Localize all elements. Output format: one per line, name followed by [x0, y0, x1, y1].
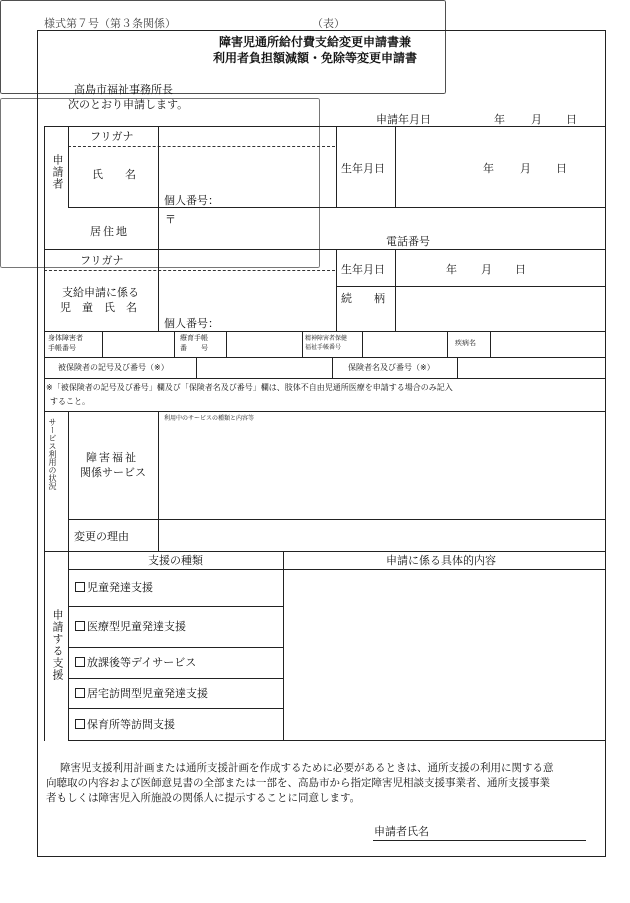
- form-number: 様式第７号（第３条関係）: [44, 17, 176, 30]
- support-item-label: 医療型児童発達支援: [87, 620, 186, 633]
- physical-handbook-input[interactable]: [105, 337, 171, 353]
- child-birth-year: 年: [446, 263, 457, 276]
- support-item-child-development[interactable]: [75, 582, 153, 593]
- addressee: 高島市福祉事務所長: [74, 83, 173, 96]
- support-item-nursery-visit[interactable]: [75, 719, 175, 730]
- applicant-birth-year: 年: [483, 162, 494, 175]
- applicant-name-input[interactable]: [164, 152, 332, 182]
- application-date-year: 年: [494, 113, 505, 126]
- applicant-phone-label: 電話番号: [386, 235, 430, 248]
- child-birth-day: 日: [515, 263, 526, 276]
- ryoiku-handbook-input[interactable]: [229, 337, 299, 353]
- disease-input[interactable]: [493, 337, 601, 353]
- side-label: （表）: [312, 17, 345, 30]
- service-content-header: 利用中のサービスの種類と内容等: [164, 415, 255, 422]
- application-date-day: 日: [566, 113, 577, 126]
- application-date-month: 月: [531, 113, 542, 126]
- applicant-furigana-label: フリガナ: [90, 130, 134, 143]
- physical-handbook-label-line1: 身体障害者: [48, 334, 83, 342]
- insured-number-input[interactable]: [199, 360, 329, 375]
- child-birth-month: 月: [481, 263, 492, 276]
- applicant-birth-label: 生年月日: [341, 162, 385, 175]
- insurance-note-line2: すること。: [50, 397, 90, 406]
- applicant-section-label: 申請者: [51, 154, 64, 190]
- disease-label: 疾病名: [455, 339, 476, 347]
- support-section-label: 申請する支援: [51, 609, 64, 681]
- support-item-label: 児童発達支援: [87, 581, 153, 594]
- child-furigana-input[interactable]: [164, 253, 332, 267]
- support-item-label: 居宅訪問型児童発達支援: [87, 687, 208, 700]
- signature-input[interactable]: [436, 824, 584, 839]
- mental-handbook-label-line1: 精神障害者保健: [305, 335, 348, 342]
- child-name-label-line1: 支給申請に係る: [62, 286, 139, 299]
- consent-line1: 障害児支援利用計画または通所支援計画を作成するために必要があるときは、通所支援の利用に関する意: [60, 762, 554, 774]
- support-item-label: 放課後等デイサービス: [87, 656, 197, 669]
- ryoiku-handbook-label-line1: 療育手帳: [180, 334, 208, 342]
- intro-text: 次のとおり申請します。: [68, 98, 189, 111]
- child-furigana-label: フリガナ: [80, 254, 124, 267]
- mental-handbook-input[interactable]: [365, 337, 445, 353]
- service-label-line2: 関係サービス: [80, 466, 146, 479]
- insured-number-label: 被保険者の記号及び番号（※）: [58, 363, 169, 372]
- support-type-header: 支援の種類: [148, 554, 203, 567]
- form-title-line2: 利用者負担額減額・免除等変更申請書: [212, 51, 417, 65]
- applicant-birth-day: 日: [556, 162, 567, 175]
- applicant-furigana-input[interactable]: [164, 129, 332, 144]
- service-label-line1: 障害福祉: [86, 451, 138, 464]
- applicant-address-label: 居住地: [90, 225, 129, 238]
- child-relation-label: 続 柄: [341, 292, 385, 305]
- support-detail-input[interactable]: [0, 98, 320, 268]
- checkbox[interactable]: [75, 688, 85, 698]
- consent-line3: 者もしくは障害児入所施設の関係人に提示することに同意します。: [46, 792, 361, 804]
- child-relation-input[interactable]: [400, 290, 600, 306]
- support-item-label: 保育所等訪問支援: [87, 718, 175, 731]
- support-detail-header: 申請に係る具体的内容: [386, 554, 496, 567]
- applicant-address-input[interactable]: [178, 212, 598, 228]
- applicant-birth-month: 月: [520, 162, 531, 175]
- child-name-input[interactable]: [164, 276, 332, 306]
- child-individual-number-label: 個人番号：: [164, 317, 219, 330]
- child-birth-label: 生年月日: [341, 263, 385, 276]
- checkbox[interactable]: [75, 719, 85, 729]
- service-status-section-label: サービス利用の状況: [48, 418, 57, 490]
- checkbox[interactable]: [75, 582, 85, 592]
- applicant-name-label: 氏 名: [92, 168, 136, 181]
- mental-handbook-label-line2: 福祉手帳番号: [305, 344, 342, 351]
- child-individual-number-input[interactable]: [224, 315, 332, 328]
- ryoiku-handbook-label-line2: 番 号: [180, 344, 208, 352]
- checkbox[interactable]: [75, 621, 85, 631]
- application-date-label: 申請年月日: [376, 113, 431, 126]
- change-reason-label: 変更の理由: [74, 530, 129, 543]
- postal-mark: 〒: [165, 213, 176, 226]
- change-reason-input[interactable]: [164, 524, 602, 546]
- support-item-medical-child-development[interactable]: [75, 621, 186, 632]
- signature-label: 申請者氏名: [374, 825, 429, 838]
- applicant-phone-input[interactable]: [440, 233, 600, 247]
- insurer-label: 保険者名及び番号（※）: [348, 363, 435, 372]
- insurance-note-line1: ※「被保険者の記号及び番号」欄及び「保険者名及び番号」欄は、肢体不自由児通所医療を申請する場合のみ記入: [46, 383, 453, 392]
- form-title-line1: 障害児通所給付費支給変更申請書兼: [218, 35, 411, 49]
- checkbox[interactable]: [75, 657, 85, 667]
- support-item-after-school-day-service[interactable]: [75, 657, 196, 668]
- support-item-home-visit-development[interactable]: [75, 688, 208, 699]
- applicant-individual-number-input[interactable]: [224, 192, 332, 205]
- child-name-label-line2: 児 童 氏 名: [60, 301, 137, 314]
- physical-handbook-label-line2: 手帳番号: [48, 344, 76, 352]
- insurer-input[interactable]: [460, 360, 600, 375]
- applicant-individual-number-label: 個人番号：: [164, 194, 219, 207]
- consent-line2: 向聴取の内容および医師意見書の全部または一部を、高島市から指定障害児相談支援事業者、通所支援事業: [46, 777, 550, 789]
